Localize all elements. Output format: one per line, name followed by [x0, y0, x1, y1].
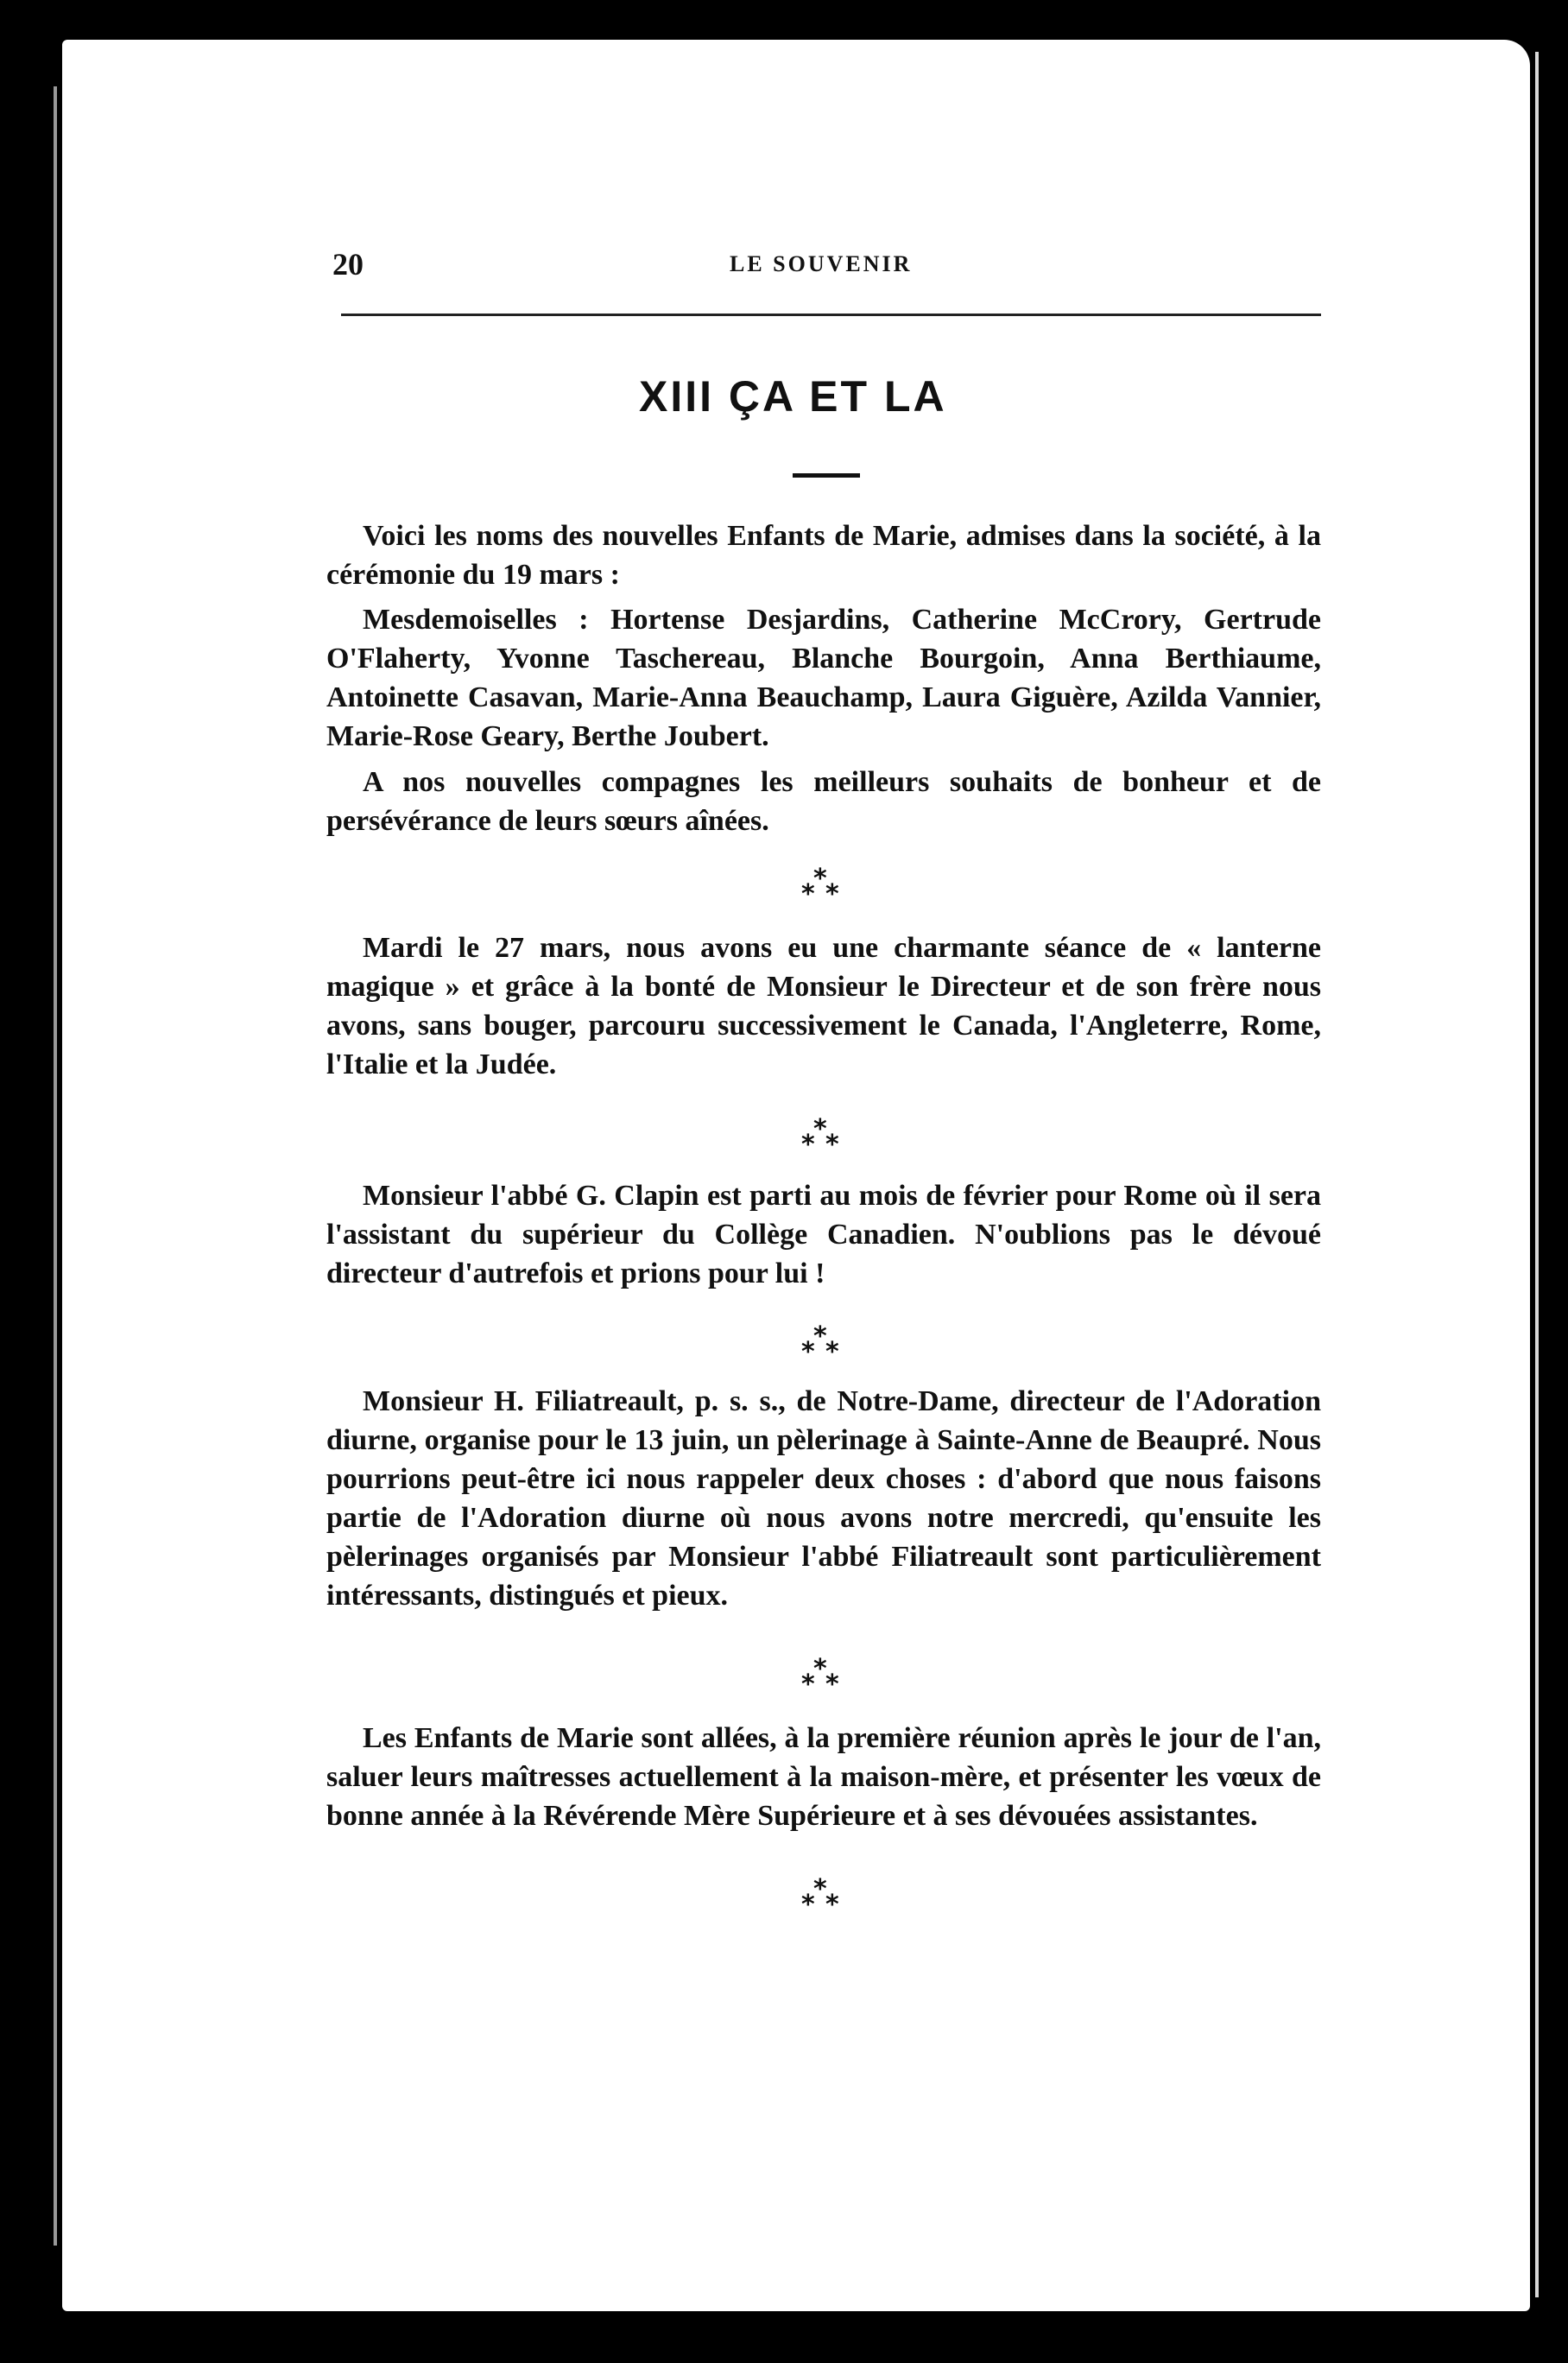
asterism-star: *	[813, 864, 827, 894]
paragraph-filiatreault: Monsieur H. Filiatreault, p. s. s., de Notre-Dame, directeur de l'Adoration diurne, organise pour le 13 juin, un pèlerinage à Sainte-Anne de Beaupré. Nous pourrions peut-être ici nous rappeler deux choses : d'abord que nous faisons partie de l'Adoration diurne où nous avons notre mercredi, qu'ensuite les pèlerinages organisés par Monsieur l'abbé Filiatreault sont particulièrement intéressants, distingués et pieux.	[326, 1385, 1321, 1612]
page-number: 20	[332, 247, 364, 282]
asterism-star: *	[825, 1337, 839, 1367]
paragraph-voeux: Les Enfants de Marie sont allées, à la première réunion après le jour de l'an, saluer leurs maîtresses actuellement à la maison-mère, et présenter les vœux de bonne année à la Révérende Mère Supérieure et à ses dévouées assistantes.	[326, 1722, 1321, 1832]
asterism-star: *	[825, 1890, 839, 1920]
asterism-star: *	[801, 879, 815, 909]
asterism-separator	[796, 1114, 848, 1160]
asterism-star: *	[813, 1321, 827, 1352]
asterism-star: *	[825, 1669, 839, 1700]
paragraph-intro: Voici les noms des nouvelles Enfants de Marie, admises dans la société, à la cérémonie du 19 mars :	[326, 520, 1321, 591]
asterism-separator	[796, 864, 848, 907]
paragraph-wishes: A nos nouvelles compagnes les meilleurs souhaits de bonheur et de persévérance de leurs sœurs aînées.	[326, 766, 1321, 837]
section-title: XIII ÇA ET LA	[639, 372, 947, 421]
title-rule	[793, 473, 860, 478]
asterism-separator	[796, 1874, 848, 1920]
running-title: LE SOUVENIR	[730, 251, 913, 276]
scan-left-edge	[54, 86, 57, 2246]
asterism-star: *	[801, 1337, 815, 1367]
paragraph-names: Mesdemoiselles : Hortense Desjardins, Catherine McCrory, Gertrude O'Flaherty, Yvonne Taschereau, Blanche Bourgoin, Anna Berthiaume, Antoinette Casavan, Marie-Anna Beauchamp, Laura Giguère, Azilda Vannier, Marie-Rose Geary, Berthe Joubert.	[326, 604, 1321, 752]
page-header	[332, 246, 1317, 298]
paragraph-lanterne: Mardi le 27 mars, nous avons eu une charmante séance de « lanterne magique » et grâce à la bonté de Monsieur le Directeur et de son frère nous avons, sans bouger, parcouru successivement le Canada, l'Angleterre, Rome, l'Italie et la Judée.	[326, 932, 1321, 1080]
asterism-star: *	[801, 1890, 815, 1920]
asterism-star: *	[801, 1669, 815, 1700]
asterism-separator	[796, 1321, 848, 1365]
asterism-star: *	[825, 879, 839, 909]
asterism-star: *	[801, 1130, 815, 1160]
asterism-star: *	[813, 1874, 827, 1904]
asterism-star: *	[825, 1130, 839, 1160]
scan-right-edge	[1535, 52, 1539, 2297]
asterism-star: *	[813, 1654, 827, 1684]
asterism-star: *	[813, 1114, 827, 1144]
paragraph-clapin: Monsieur l'abbé G. Clapin est parti au mois de février pour Rome où il sera l'assistant du supérieur du Collège Canadien. N'oublions pas le dévoué directeur d'autrefois et prions pour lui !	[326, 1180, 1321, 1289]
header-rule	[341, 314, 1321, 316]
asterism-separator	[796, 1654, 848, 1700]
